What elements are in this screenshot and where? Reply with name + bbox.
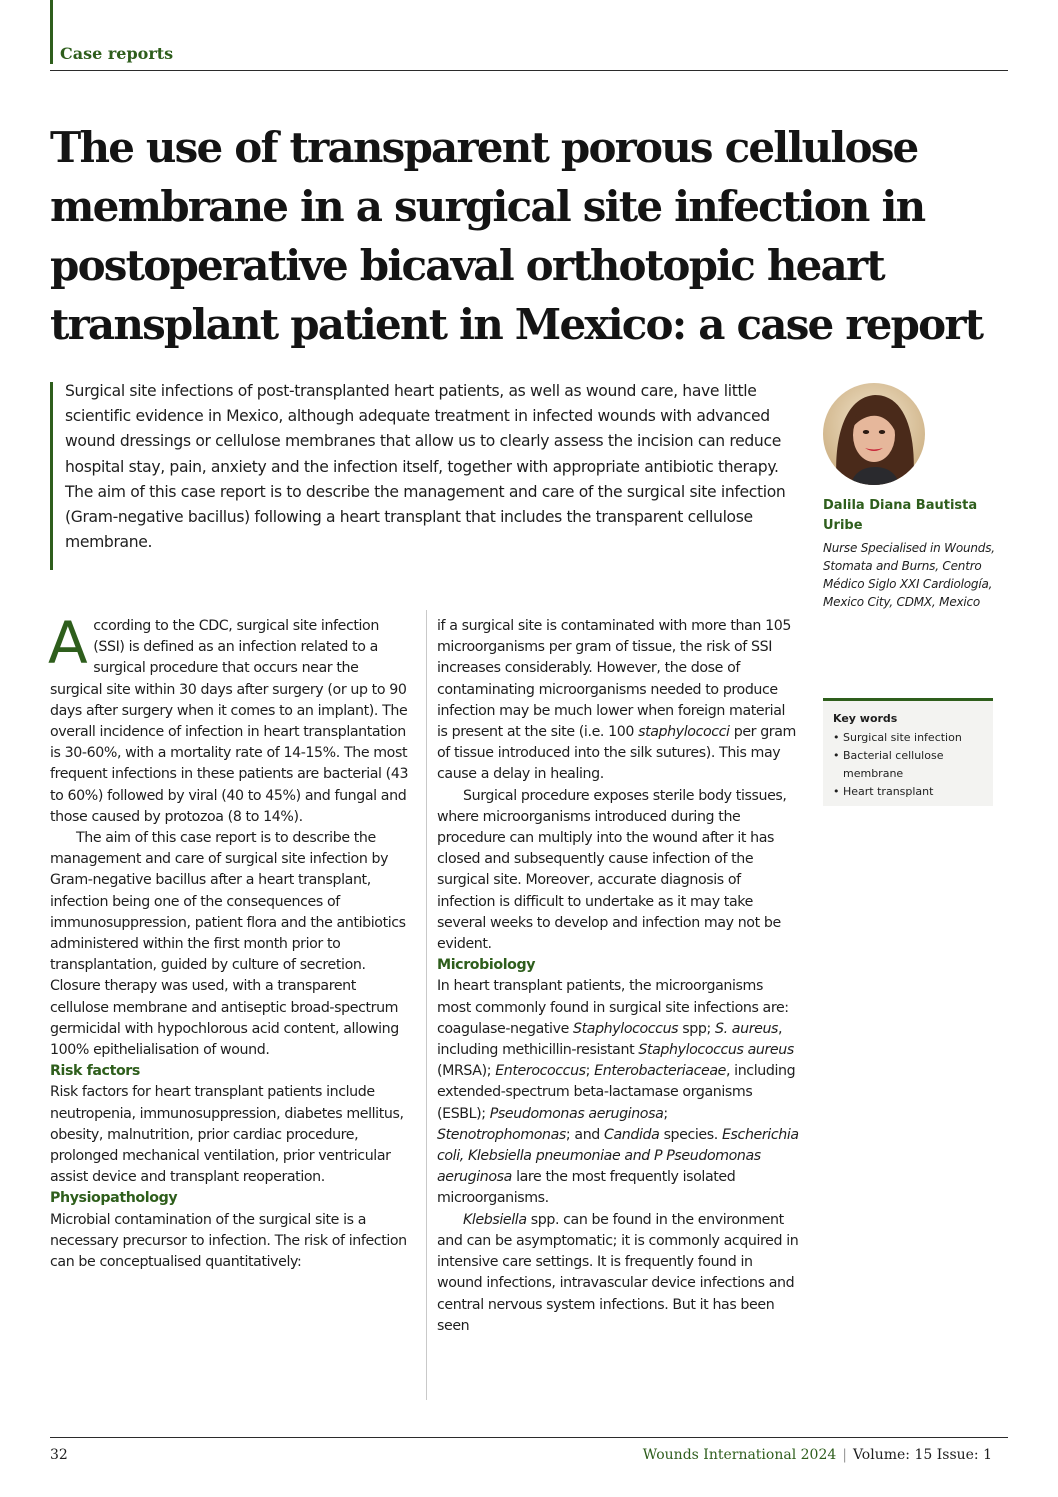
contamination-paragraph: if a surgical site is contaminated with more than 105 microorganisms per gram of tissue, the risk of SSI increases considerably. However, the dose of contaminating microorganisms needed to produce infection may be much lower when foreign material is present at the site (i.e. 100 staphylococci per gram of tissue introduced into the silk sutures). This may cause a delay in healing. [437, 618, 796, 783]
risk-factors-paragraph: Risk factors for heart transplant patients include neutropenia, immunosuppression, diabetes mellitus, obesity, malnutrition, prior cardiac procedure, prolonged mechanical ventilation, prior ventricular assist device and transplant reoperation. [50, 1084, 404, 1186]
column-divider [426, 610, 427, 1400]
microbiology-heading: Microbiology [437, 957, 536, 974]
keyword-item: • Bacterial cellulose membrane [833, 749, 944, 780]
physiopathology-paragraph: Microbial contamination of the surgical site is a necessary precursor to infection. The risk of infection can be conceptualised quantitatively: [50, 1211, 407, 1271]
body-column-right [437, 616, 799, 1337]
risk-factors-heading: Risk factors [50, 1063, 140, 1080]
microbiology-paragraph: In heart transplant patients, the microorganisms most commonly found in surgical site infections are: coagulase-negative Staphylococcus spp; S. aureus, including methicillin-resistant Staphylococcus aureus (MRSA); Enterococcus; Enterobacteriaceae, including extended-spectrum beta-lactamase organisms (ESBL); Pseudomonas aeruginosa; Stenotrophomonas; and Candida species. Escherichia coli, Klebsiella pneumoniae and P Pseudomonas aeruginosa lare the most frequently isolated microorganisms. [437, 978, 799, 1207]
author-affiliation: Nurse Specialised in Wounds, Stomata and Burns, Centro Médico Siglo XXI Cardiología, Mexico City, CDMX, Mexico [823, 541, 995, 609]
abstract-accent-bar [50, 382, 53, 570]
procedure-paragraph: Surgical procedure exposes sterile body tissues, where microorganisms introduced during the procedure can multiply into the wound after it has closed and subsequently cause infection of the surgical site. Moreover, accurate diagnosis of infection is difficult to undertake as it may take several weeks to develop and infection may not be evident. [437, 787, 787, 953]
section-label: Case reports [60, 44, 174, 63]
author-name: Dalila Diana Bautista Uribe [823, 498, 978, 533]
keywords-title: Key words [833, 712, 898, 725]
klebsiella-paragraph: Klebsiella spp. can be found in the environment and can be asymptomatic; it is commonly acquired in intensive care settings. It is frequently found in wound infections, intravascular device infections and central nervous system infections. But it has been seen [437, 1211, 799, 1334]
journal-info: Wounds International 2024 | Volume: 15 Issue: 1 [642, 1447, 992, 1463]
intro-paragraph: According to the CDC, surgical site infection (SSI) is defined as an infection related to a surgical procedure that occurs near the surgical site within 30 days after surgery (or up to 90 days after surgery when it comes to an implant). The overall incidence of infection in heart transplantation is 30-60%, with a mortality rate of 14-15%. The most frequent infections in these patients are bacterial (43 to 60%) followed by viral (40 to 45%) and fungal and those caused by protozoa (8 to 14%). [48, 609, 409, 825]
body-column-left [48, 609, 412, 1273]
page-number: 32 [50, 1447, 68, 1463]
article-title: The use of transparent porous cellulose membrane in a surgical site infection in postoperative bicaval orthotopic heart transplant patient in Mexico: a case report [50, 123, 983, 349]
abstract: Surgical site infections of post-transplanted heart patients, as well as wound care, have little scientific evidence in Mexico, although adequate treatment in infected wounds with advanced wound dressings or cellulose membranes that allow us to clearly assess the incision can reduce hospital stay, pain, anxiety and the infection itself, together with appropriate antibiotic therapy. The aim of this case report is to describe the management and care of the surgical site infection (Gram-negative bacillus) following a heart transplant that includes the transparent cellulose membrane. [65, 382, 786, 552]
drop-cap: A [48, 609, 88, 677]
physiopathology-heading: Physiopathology [50, 1190, 178, 1207]
author-photo [823, 383, 925, 485]
keyword-item: • Heart transplant [833, 785, 934, 798]
aim-paragraph: The aim of this case report is to describe the management and care of surgical site infection by Gram-negative bacillus after a heart transplant, infection being one of the consequences of immunosuppression, patient flora and the antibiotics administered within the first month prior to transplantation, guided by culture of secretion. Closure therapy was used, with a transparent cellulose membrane and antiseptic broad-spectrum germicidal with hypochlorous acid content, allowing 100% epithelialisation of wound. [50, 830, 406, 1059]
journal-name: Wounds International 2024 [642, 1447, 837, 1463]
header-rule [50, 70, 1008, 71]
footer-rule [50, 1437, 1008, 1438]
volume-issue: Volume: 15 Issue: 1 [852, 1447, 992, 1463]
keywords-box [823, 698, 993, 806]
keyword-item: • Surgical site infection [833, 731, 962, 744]
header-accent-bar [50, 0, 53, 64]
